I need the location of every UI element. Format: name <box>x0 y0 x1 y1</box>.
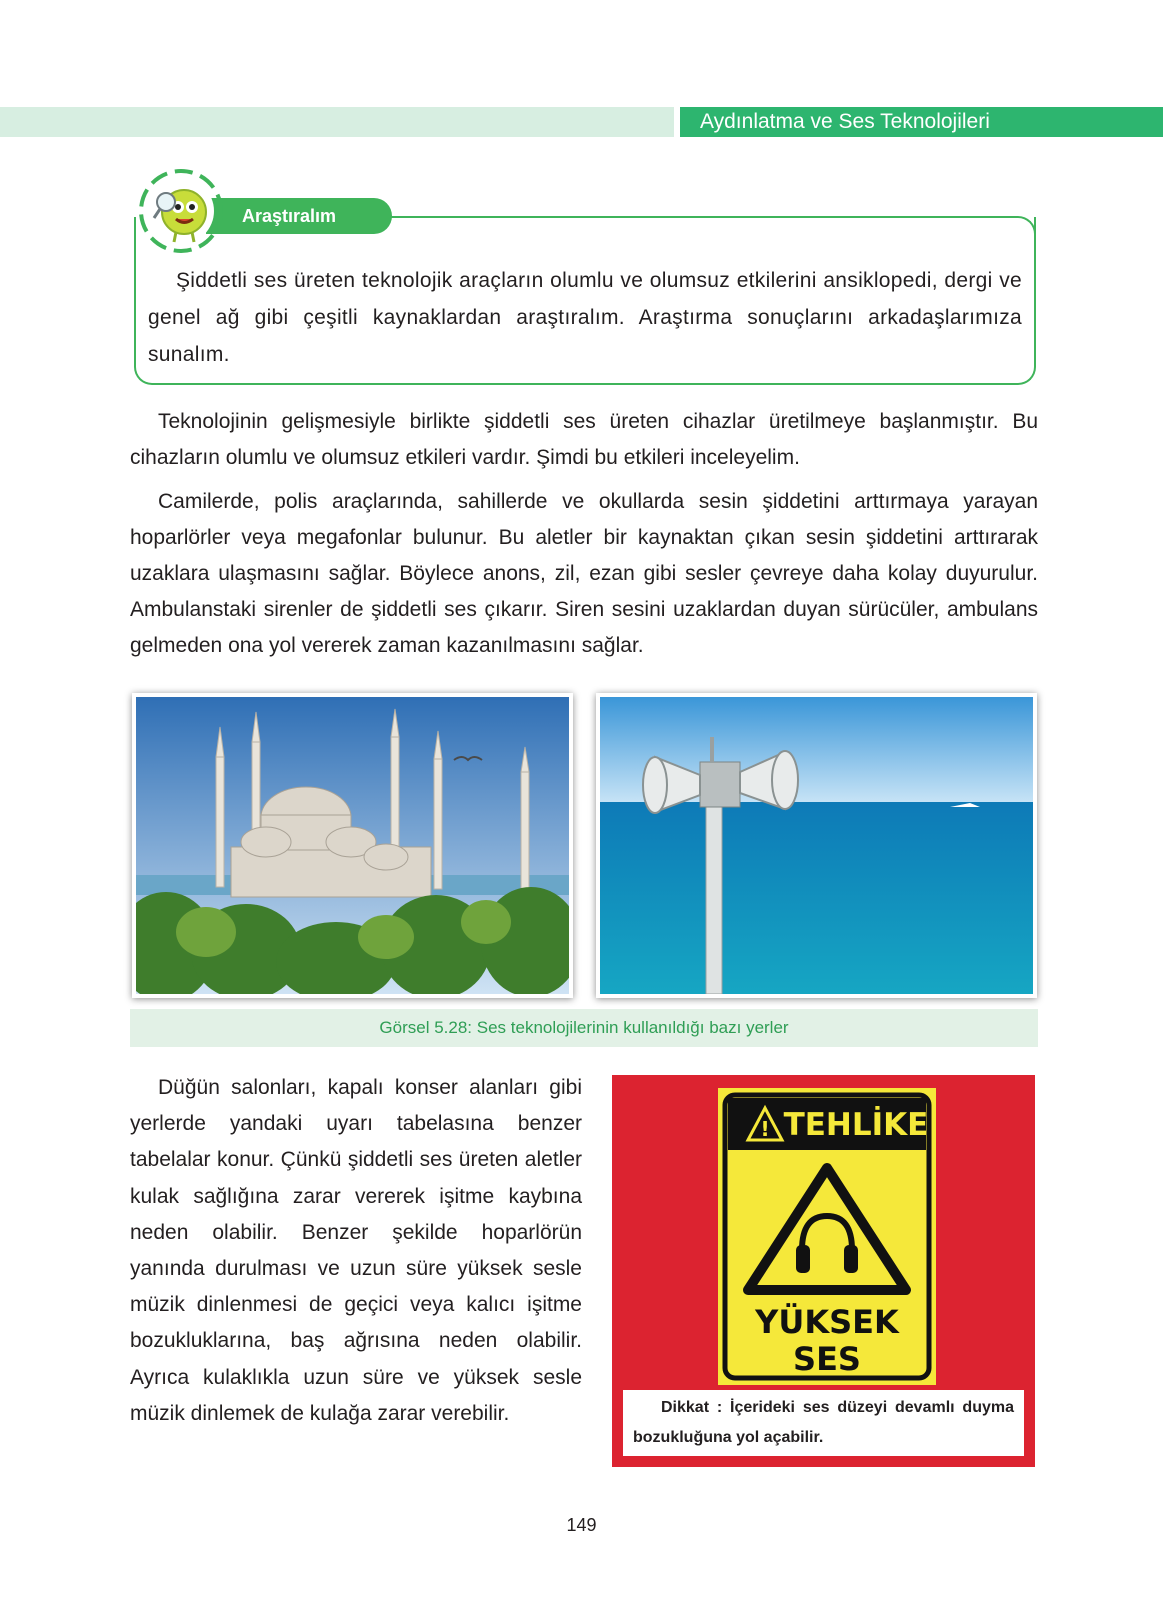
sign-line-2: SES <box>793 1340 861 1378</box>
siren-photo <box>596 693 1037 998</box>
sign-line-1: YÜKSEK <box>755 1303 899 1341</box>
danger-sign <box>718 1088 936 1385</box>
mosque-photo <box>132 693 573 998</box>
mascot-magnifier-icon <box>136 166 226 256</box>
mosque-illustration <box>136 697 569 994</box>
figure-caption: Görsel 5.28: Ses teknolojilerinin kullanıldığı bazı yerler <box>379 1018 789 1037</box>
chapter-title: Aydınlatma ve Ses Teknolojileri <box>700 110 990 133</box>
paragraph-warning: Düğün salonları, kapalı konser alanları gibi yerlerde yandaki uyarı tabelasına benzer tabelalar konur. Çünkü şiddetli ses üreten aletler kulak sağlığına zarar vererek işitme kaybına neden olabilir. Benzer şekilde hoparlörün yanında durulması ve uzun süre yüksek sesle müzik dinlenmesi de geçici veya kalıcı işitme bozukluklarına, baş ağrısına neden olabilir. Ayrıca kulaklıkla uzun süre ve yüksek sesle müzik dinlemek de kulağa zarar verebilir. <box>130 1076 582 1425</box>
research-box-top-border <box>380 216 964 218</box>
paragraph-speakers: Camilerde, polis araçlarında, sahillerde ve okullarda sesin şiddetini arttırmaya yarayan hoparlörler veya megafonlar bulunur. Bu aletler bir kaynaktan çıkan sesin şiddetini arttırarak uzaklara ulaşmasını sağlar. Böylece anons, zil, ezan gibi sesler çevreye daha kolay duyurulur. Ambulanstaki sirenler de şiddetli ses çıkarır. Siren sesini uzaklardan duyan sürücüler, ambulans gelmeden ona yol vererek zaman kazanılmasını sağlar. <box>130 490 1038 657</box>
page-number: 149 <box>566 1515 597 1535</box>
paragraph-intro: Teknolojinin gelişmesiyle birlikte şiddetli ses üreten cihazlar üretilmeye başlanmıştır. Bu cihazların olumlu ve olumsuz etkileri vardır. Şimdi bu etkileri inceleyelim. <box>130 410 1038 469</box>
sign-warning-text: TEHLİKE <box>783 1107 929 1143</box>
header-band <box>0 107 674 137</box>
research-box-corner <box>962 216 1036 256</box>
svg-text:!: ! <box>760 1117 770 1141</box>
research-text: Şiddetli ses üreten teknolojik araçların olumlu ve olumsuz etkilerini ansiklopedi, dergi ve genel ağ gibi çeşitli kaynaklardan araştıralım. Araştırma sonuçlarını arkadaşlarımıza sunalım. <box>148 269 1022 366</box>
sign-note: Dikkat : İçerideki ses düzeyi devamlı duyma bozukluğuna yol açabilir. <box>633 1399 1014 1446</box>
speaker-sea-illustration <box>600 697 1033 994</box>
research-label: Araştıralım <box>206 198 392 234</box>
